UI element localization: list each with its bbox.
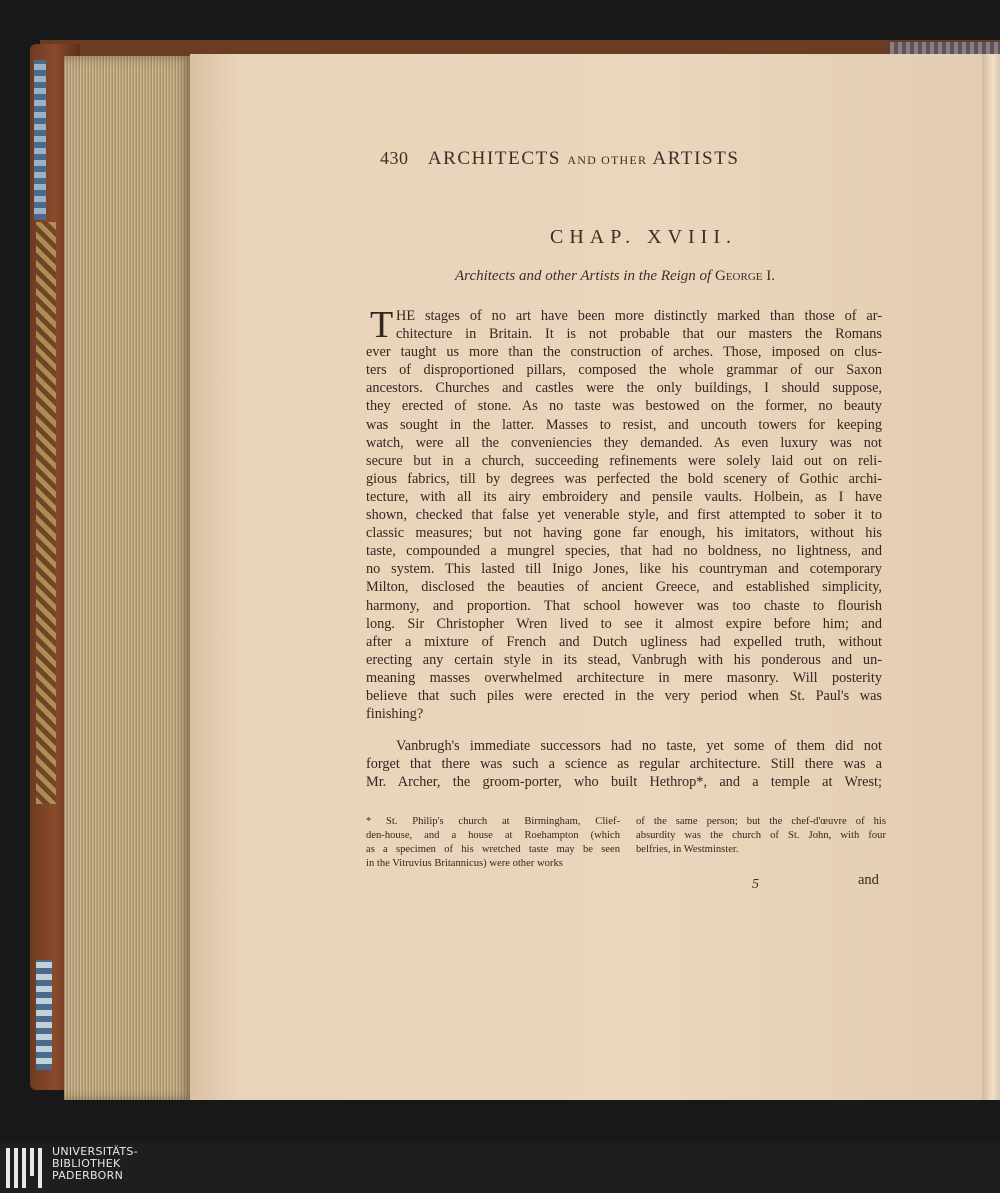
text-line: shown, checked that false yet venerable style, and first attempted to sober it to bbox=[366, 507, 882, 524]
text-line: believe that such piles were erected in the very period when St. Paul's was bbox=[366, 687, 882, 704]
text-line: meaning masses overwhelmed architecture in mere masonry. Will posterity bbox=[366, 669, 882, 686]
body-text bbox=[366, 304, 882, 791]
paragraph-1 bbox=[366, 304, 882, 723]
paragraph-2 bbox=[366, 737, 882, 791]
chapter-subtitle-name: George I. bbox=[714, 268, 775, 284]
text-line: tecture, with all its airy embroidery and pensile vaults. Holbein, as I have bbox=[366, 488, 882, 505]
text-line: erecting any certain style in its stead, Vanbrugh with his ponderous and un- bbox=[366, 651, 882, 668]
library-name-line-1: UNIVERSITÄTS- bbox=[52, 1145, 138, 1158]
text-line: classic measures; but not having gone far enough, his imitators, without his bbox=[366, 525, 882, 542]
chapter-subtitle bbox=[455, 268, 885, 285]
text-line: after a mixture of French and Dutch ugliness had expelled truth, without bbox=[366, 633, 882, 650]
text-line: ters of disproportioned pillars, composed the whole grammar of our Saxon bbox=[366, 362, 882, 379]
footnote-left-column bbox=[366, 815, 620, 871]
text-line: was sought in the latter. Masses to resist, and uncouth towers for keeping bbox=[366, 416, 882, 433]
text-line: as a specimen of his wretched taste may be seen bbox=[366, 844, 620, 855]
page-edge bbox=[982, 54, 1000, 1100]
page-number: 430 bbox=[380, 148, 409, 168]
text-line: Milton, disclosed the beauties of ancient Greece, and established simplicity, bbox=[366, 579, 882, 596]
text-line: in the Vitruvius Britannicus) were other works bbox=[366, 858, 563, 869]
cover-marbling-bottom bbox=[36, 960, 52, 1070]
library-name-line-2: BIBLIOTHEK bbox=[52, 1157, 121, 1170]
text-line: * St. Philip's church at Birmingham, Clief- bbox=[366, 816, 620, 827]
text-line: of the same person; but the chef-d'œuvre of his bbox=[636, 816, 886, 827]
text-line: harmony, and proportion. That school however was too chaste to flourish bbox=[366, 597, 882, 614]
text-line: secure but in a church, succeeding refinements were solely laid out on reli- bbox=[366, 452, 882, 469]
text-line: absurdity was the church of St. John, with four bbox=[636, 830, 886, 841]
cover-marbling-top bbox=[34, 60, 46, 220]
footnote-right-column bbox=[636, 815, 886, 857]
text-line: watch, were all the conveniencies they demanded. As even luxury was not bbox=[366, 434, 882, 451]
text-line: they erected of stone. As no taste was bestowed on the former, no beauty bbox=[366, 398, 882, 415]
text-line: long. Sir Christopher Wren lived to see it almost expire before him; and bbox=[366, 615, 882, 632]
library-logo-icon bbox=[6, 1148, 46, 1188]
drop-cap: T bbox=[370, 304, 394, 346]
text-line: HE stages of no art have been more distinctly marked than those of ar- bbox=[396, 308, 882, 324]
text-line: taste, compounded a mungrel species, that had no boldness, no lightness, and bbox=[366, 543, 882, 560]
library-name bbox=[52, 1146, 252, 1182]
catchword: and bbox=[858, 872, 879, 888]
page-block-edge bbox=[64, 56, 192, 1100]
text-line: chitecture in Britain. It is not probable that our masters the Romans bbox=[396, 326, 882, 343]
text-line: belfries, in Westminster. bbox=[636, 844, 739, 855]
text-line: Vanbrugh's immediate successors had no taste, yet some of them did not bbox=[396, 738, 882, 755]
text-line: finishing? bbox=[366, 706, 424, 723]
chapter-subtitle-italic: Architects and other Artists in the Reign of bbox=[455, 268, 712, 284]
text-line: Mr. Archer, the groom-porter, who built Hethrop*, and a temple at Wrest; bbox=[366, 774, 882, 791]
text-line: ever taught us more than the construction of arches. Those, imposed on clus- bbox=[366, 344, 882, 361]
library-name-line-3: PADERBORN bbox=[52, 1169, 124, 1182]
text-line: den-house, and a house at Roehampton (which bbox=[366, 830, 620, 841]
text-line: gious fabrics, till by degrees was perfected the bold scenery of Gothic archi- bbox=[366, 470, 882, 487]
running-head-word-1: ARCHITECTS bbox=[427, 148, 561, 169]
running-head bbox=[380, 148, 810, 172]
text-line: ancestors. Churches and castles were the only buildings, I should suppose, bbox=[366, 380, 882, 397]
running-head-word-2: AND OTHER bbox=[567, 153, 648, 167]
running-head-word-3: ARTISTS bbox=[652, 148, 740, 169]
signature-mark: 5 bbox=[752, 877, 759, 892]
chapter-title: CHAP. XVIII. bbox=[550, 226, 737, 248]
text-line: forget that there was such a science as regular architecture. Still there was a bbox=[366, 756, 882, 773]
text-line: no system. This lasted till Inigo Jones, like his countryman and cotemporary bbox=[366, 561, 882, 578]
cover-marbling bbox=[36, 222, 56, 804]
